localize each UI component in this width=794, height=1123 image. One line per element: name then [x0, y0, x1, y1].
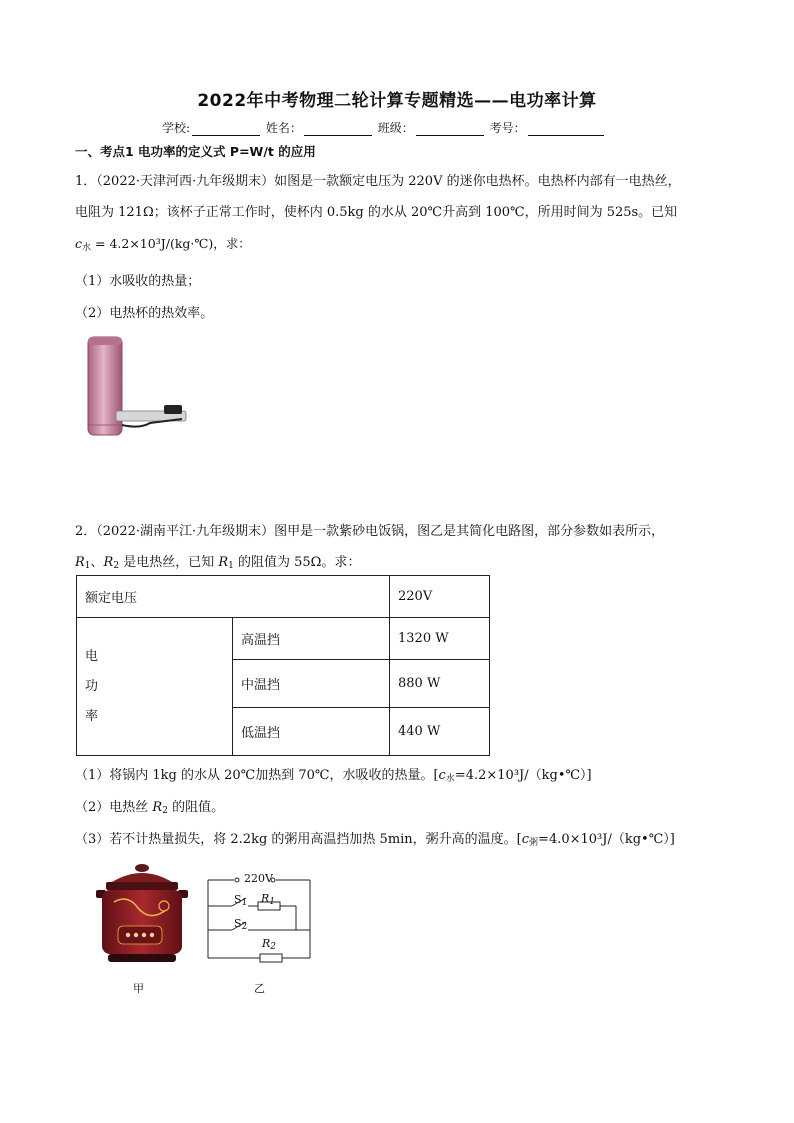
gear-label: 中温挡	[233, 660, 390, 708]
q1-line1: 1．（2022·天津河西·九年级期末）如图是一款额定电压为 220V 的迷你电热杯。电热杯内部有一电热丝，	[75, 174, 681, 189]
q2-sub2-a: （2）电热丝	[75, 800, 153, 815]
section-heading: 一、考点1 电功率的定义式 P=W/t 的应用	[75, 144, 316, 159]
power-label-char: 率	[85, 708, 99, 724]
q2-sub3	[75, 828, 675, 848]
electric-cup-image	[80, 333, 190, 439]
gear-power: 1320 W	[390, 618, 490, 660]
q2-sub3-c: c	[521, 832, 530, 847]
gear-power: 440 W	[390, 708, 490, 756]
table-row	[77, 618, 490, 660]
circuit-r1	[261, 892, 275, 907]
q1-formula-rest: = 4.2×10³J/(kg·℃)，求：	[91, 236, 251, 251]
circuit-s2-letter: S	[234, 917, 242, 930]
q2-mid: 是电热丝，已知	[119, 555, 219, 570]
circuit-r2-letter: R	[262, 937, 271, 950]
name-label: 姓名：	[265, 121, 302, 135]
q2-sub2-b: 的阻值。	[167, 800, 225, 815]
q2-sub2-r: R	[152, 800, 163, 815]
q1-sub2: （2）电热杯的热效率。	[75, 306, 214, 321]
q1-sub1: （1）水吸收的热量；	[75, 274, 201, 289]
q2-sub3-csub: 粥	[529, 838, 539, 848]
q2-sub1	[75, 764, 592, 784]
circuit-s1	[234, 893, 247, 908]
school-label: 学校:	[162, 121, 191, 135]
number-label: 考号：	[489, 121, 526, 135]
q2-r2-sub: 2	[113, 561, 120, 571]
table-row	[77, 576, 490, 618]
q2-sub3-a: （3）若不计热量损失，将 2.2kg 的粥用高温挡加热 5min，粥升高的温度。[	[75, 832, 522, 847]
circuit-r2-sub: 2	[270, 942, 277, 952]
q2-sub1-a: （1）将锅内 1kg 的水从 20℃加热到 70℃，水吸收的热量。[	[75, 768, 439, 783]
class-blank[interactable]	[416, 123, 484, 136]
figure-label-yi: 乙	[254, 982, 265, 995]
circuit-r1-sub: 1	[269, 897, 276, 907]
q2-r1b: R	[218, 555, 229, 570]
parameter-table	[76, 575, 490, 756]
q2-line1: 2．（2022·湖南平江·九年级期末）图甲是一款紫砂电饭锅，图乙是其简化电路图，部分参数如表所示，	[75, 524, 665, 539]
q2-sub3-b: =4.0×10³J/（kg•℃）]	[538, 832, 675, 847]
page-title: 2022年中考物理二轮计算专题精选——电功率计算	[197, 91, 597, 111]
q2-r1: R	[75, 555, 85, 570]
q2-sub1-c: c	[438, 768, 446, 783]
gear-label: 高温挡	[233, 618, 390, 660]
q1-formula-sub: 水	[82, 243, 92, 253]
q1-line2: 电阻为 121Ω；该杯子正常工作时，使杯内 0.5kg 的水从 20℃升高到 100℃，所用时间为 525s。已知	[75, 205, 678, 220]
q1-formula-c: c	[75, 236, 83, 251]
name-blank[interactable]	[304, 123, 372, 136]
q2-line2	[75, 551, 360, 571]
q2-sub1-csub: 水	[445, 774, 455, 784]
rated-voltage-value: 220V	[390, 576, 490, 618]
circuit-s2-sub: 2	[241, 922, 248, 932]
circuit-voltage: 220V	[244, 872, 273, 885]
q2-sub2-rsub: 2	[162, 806, 168, 816]
power-label-char: 功	[85, 678, 99, 694]
circuit-s1-sub: 1	[241, 898, 248, 908]
circuit-r2	[262, 937, 276, 952]
q2-end: 的阻值为 55Ω。求：	[233, 555, 361, 570]
figure-label-jia: 甲	[133, 982, 144, 995]
gear-label: 低温挡	[233, 708, 390, 756]
rice-cooker-image	[92, 860, 192, 966]
q1-formula	[75, 234, 251, 253]
circuit-s2	[234, 917, 247, 932]
rated-voltage-label: 额定电压	[77, 576, 390, 618]
q2-sep: 、	[90, 555, 104, 570]
power-label-char: 电	[85, 648, 99, 664]
q2-r1b-sub: 1	[228, 561, 234, 571]
school-blank[interactable]	[192, 123, 260, 136]
student-info-line	[162, 119, 606, 136]
number-blank[interactable]	[528, 123, 604, 136]
q2-sub1-b: =4.2×10³J/（kg•℃）]	[454, 768, 592, 783]
circuit-r1-letter: R	[261, 892, 270, 905]
class-label: 班级：	[377, 121, 414, 135]
gear-power: 880 W	[390, 660, 490, 708]
q2-r1-sub: 1	[84, 561, 91, 571]
circuit-s1-letter: S	[234, 893, 242, 906]
q2-r2: R	[103, 555, 114, 570]
power-label-cell	[77, 618, 233, 756]
q2-sub2	[75, 796, 224, 816]
